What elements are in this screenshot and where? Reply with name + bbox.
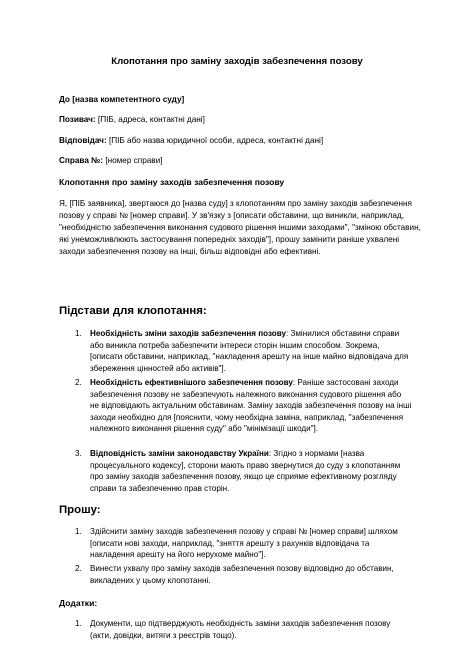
case-line [59,155,419,167]
subtitle: Клопотання про заміну заходів забезпечення позову [59,177,285,187]
defendant-label: Відповідач: [59,136,107,145]
court-value: [назва компетентного суду] [72,95,185,104]
court-line [59,94,419,106]
grounds-item [90,377,412,435]
intro-paragraph: Я, [ПІБ заявника], звертаюся до [назва суду] з клопотанням про заміну заходів забезпечення позову у справі № [номер справи]. У зв'язку з [описати обставини, що виникли, наприклад, "необхідністю забезпечення виконання судового рішення іншими заходами", "зміною обставин, які унеможливлюють застосування попередніх заходів"], прошу замінити раніше ухвалені заходи забезпечення позову на інші, більш відповідні або ефективні. [59,199,421,256]
request-item-number: 2. [75,564,82,573]
plaintiff-label: Позивач: [59,115,96,124]
grounds-item [90,448,412,494]
grounds-item-text: : Раніше застосовані заходи забезпечення позову не забезпечують належного виконання судового рішення або не відповідають актуальним обставинам. Заміну заходів забезпечення позову на інші заходи необхідно для [пояснити, чому необхідна заміна, наприклад, "забезпечення належного виконання рішення суду" або "мінімізації шкоди"]. [90,378,412,434]
grounds-heading: Підстави для клопотання: [59,305,207,317]
case-label: Справа №: [59,156,104,165]
grounds-item-text: : Згідно з нормами [назва процесуального кодексу], сторони мають право звернутися до суду з клопотанням про заміну заходів забезпечення позову, якщо це сприяме ефективному розгляду справи та забезпеченню прав сторін. [90,449,401,493]
grounds-item-title: Необхідність зміни заходів забезпечення позову [90,329,286,338]
attachment-item: Документи, що підтверджують необхідність заміни заходів забезпечення позову (акти, довідки, витяги з реєстрів тощо). [90,619,391,640]
grounds-item-number: 2. [75,378,82,387]
plaintiff-line [59,114,419,126]
grounds-item-number: 3. [75,449,82,458]
request-item: Винести ухвалу про заміну заходів забезпечення позову відповідно до обставин, викладених у цьому клопотанні. [90,564,394,585]
request-item: Здійснити заміну заходів забезпечення позову у справі № [номер справи] шляхом [описати нові заходи, наприклад, "зняття арешту з рахунків відповідача та накладення арешту на його нерухоме майно"]. [90,527,398,560]
defendant-line [59,135,419,147]
grounds-item-text: : Змінилися обставини справи або виникла потреба забезпечити інтереси сторін іншим способом. Зокрема, [описати обставини, наприклад, "накладення арешту на інше майно відповідача для збереження цінностей або активів"]. [90,329,409,373]
request-item-number: 1. [75,527,82,536]
grounds-item-title: Відповідність заміни законодавству України [90,449,269,458]
plaintiff-value: [ПІБ, адреса, контактні дані] [97,115,205,124]
grounds-item-title: Необхідність ефективнішого забезпечення позову [90,378,293,387]
attachments-heading: Додатки: [59,598,98,608]
grounds-item [90,328,412,374]
defendant-value: [ПІБ або назва юридичної особи, адреса, контактні дані] [108,136,324,145]
grounds-item-number: 1. [75,329,82,338]
document-title: Клопотання про заміну заходів забезпечення позову [111,56,363,67]
case-value: [номер справи] [105,156,163,165]
court-label: До [59,95,70,104]
attachment-item-number: 1. [75,619,82,628]
requests-heading: Прошу: [59,504,101,516]
